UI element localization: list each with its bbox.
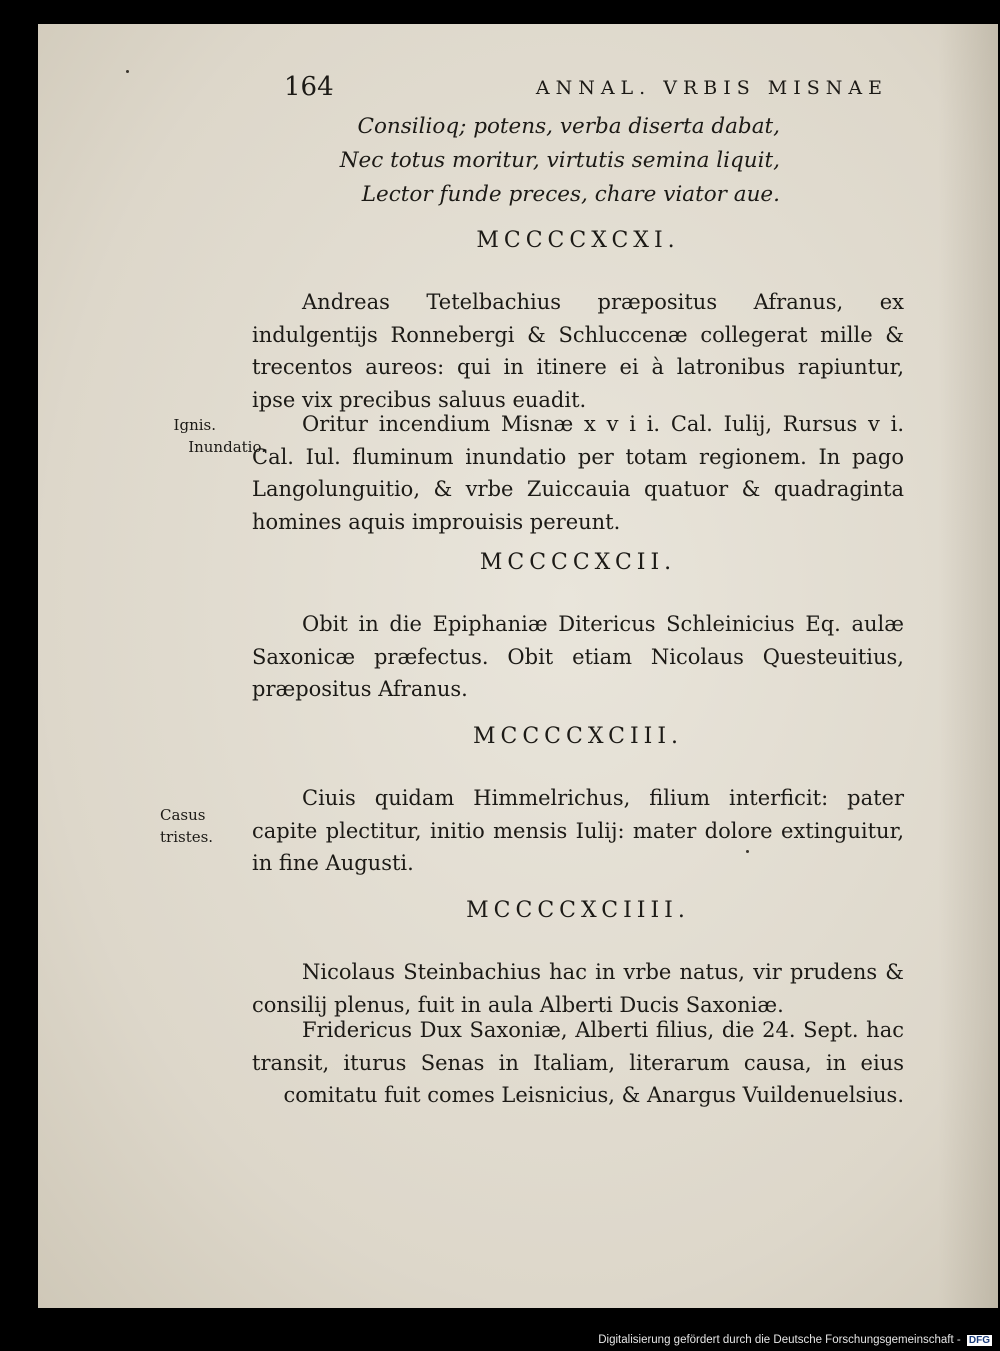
paragraph: Ciuis quidam Himmelrichus, filium interficit: pater capite plectitur, initio mensis Iulij: mater dolore extinguitur, in fine Augusti.	[252, 786, 904, 875]
ink-speck	[126, 70, 129, 73]
year-heading: MCCCCXCXI.	[476, 228, 680, 253]
running-head: ANNAL. VRBIS MISNAE	[535, 77, 888, 99]
paragraph: Nicolaus Steinbachius hac in vrbe natus, vir prudens & consilij plenus, fuit in aula Alberti Ducis Saxoniæ.	[252, 960, 904, 1017]
year-heading: MCCCCXCIII.	[472, 724, 684, 749]
credit-text: Digitalisierung gefördert durch die Deutsche Forschungsgemeinschaft -	[598, 1334, 961, 1346]
poem-line: Lector funde preces, chare viator aue.	[361, 182, 780, 207]
year-heading: MCCCCXCIIII.	[466, 898, 690, 923]
digitization-credit	[598, 1334, 992, 1346]
year-heading: MCCCCXCII.	[479, 550, 677, 575]
poem-line: Nec totus moritur, virtutis semina liquit,	[339, 148, 780, 173]
paragraph: Oritur incendium Misnæ x v i i. Cal. Iulij, Rursus v i. Cal. Iul. fluminum inundatio per totam regionem. In pago Langolunguitio, & vrbe Zuiccauia quatuor & quadraginta homines aquis improuisis pereunt.	[252, 412, 904, 534]
poem-line: Consilioq; potens, verba diserta dabat,	[357, 114, 780, 139]
dfg-logo: DFG	[968, 1335, 990, 1346]
margin-note-ignis: Ignis.	[173, 416, 216, 434]
paragraph: Obit in die Epiphaniæ Ditericus Schleinicius Eq. aulæ Saxonicæ præfectus. Obit etiam Nicolaus Questeuitius, præpositus Afranus.	[252, 612, 904, 701]
page-number: 164	[284, 72, 334, 102]
paragraph: Fridericus Dux Saxoniæ, Alberti filius, die 24. Sept. hac transit, iturus Senas in Italiam, literarum causa, in eius comitatu fuit comes Leisnicius, & Anargus Vuildenuelsius.	[252, 1018, 904, 1107]
epitaph-poem	[300, 110, 780, 212]
paragraph: Andreas Tetelbachius præpositus Afranus, ex indulgentijs Ronnebergi & Schluccenæ collegerat mille & trecentos aureos: qui in itinere ei à latronibus rapiuntur, ipse vix precibus saluus euadit.	[252, 290, 904, 412]
margin-note-inundatio: Inundatio.	[188, 438, 266, 456]
margin-note-casus: Casus tristes.	[160, 806, 214, 846]
